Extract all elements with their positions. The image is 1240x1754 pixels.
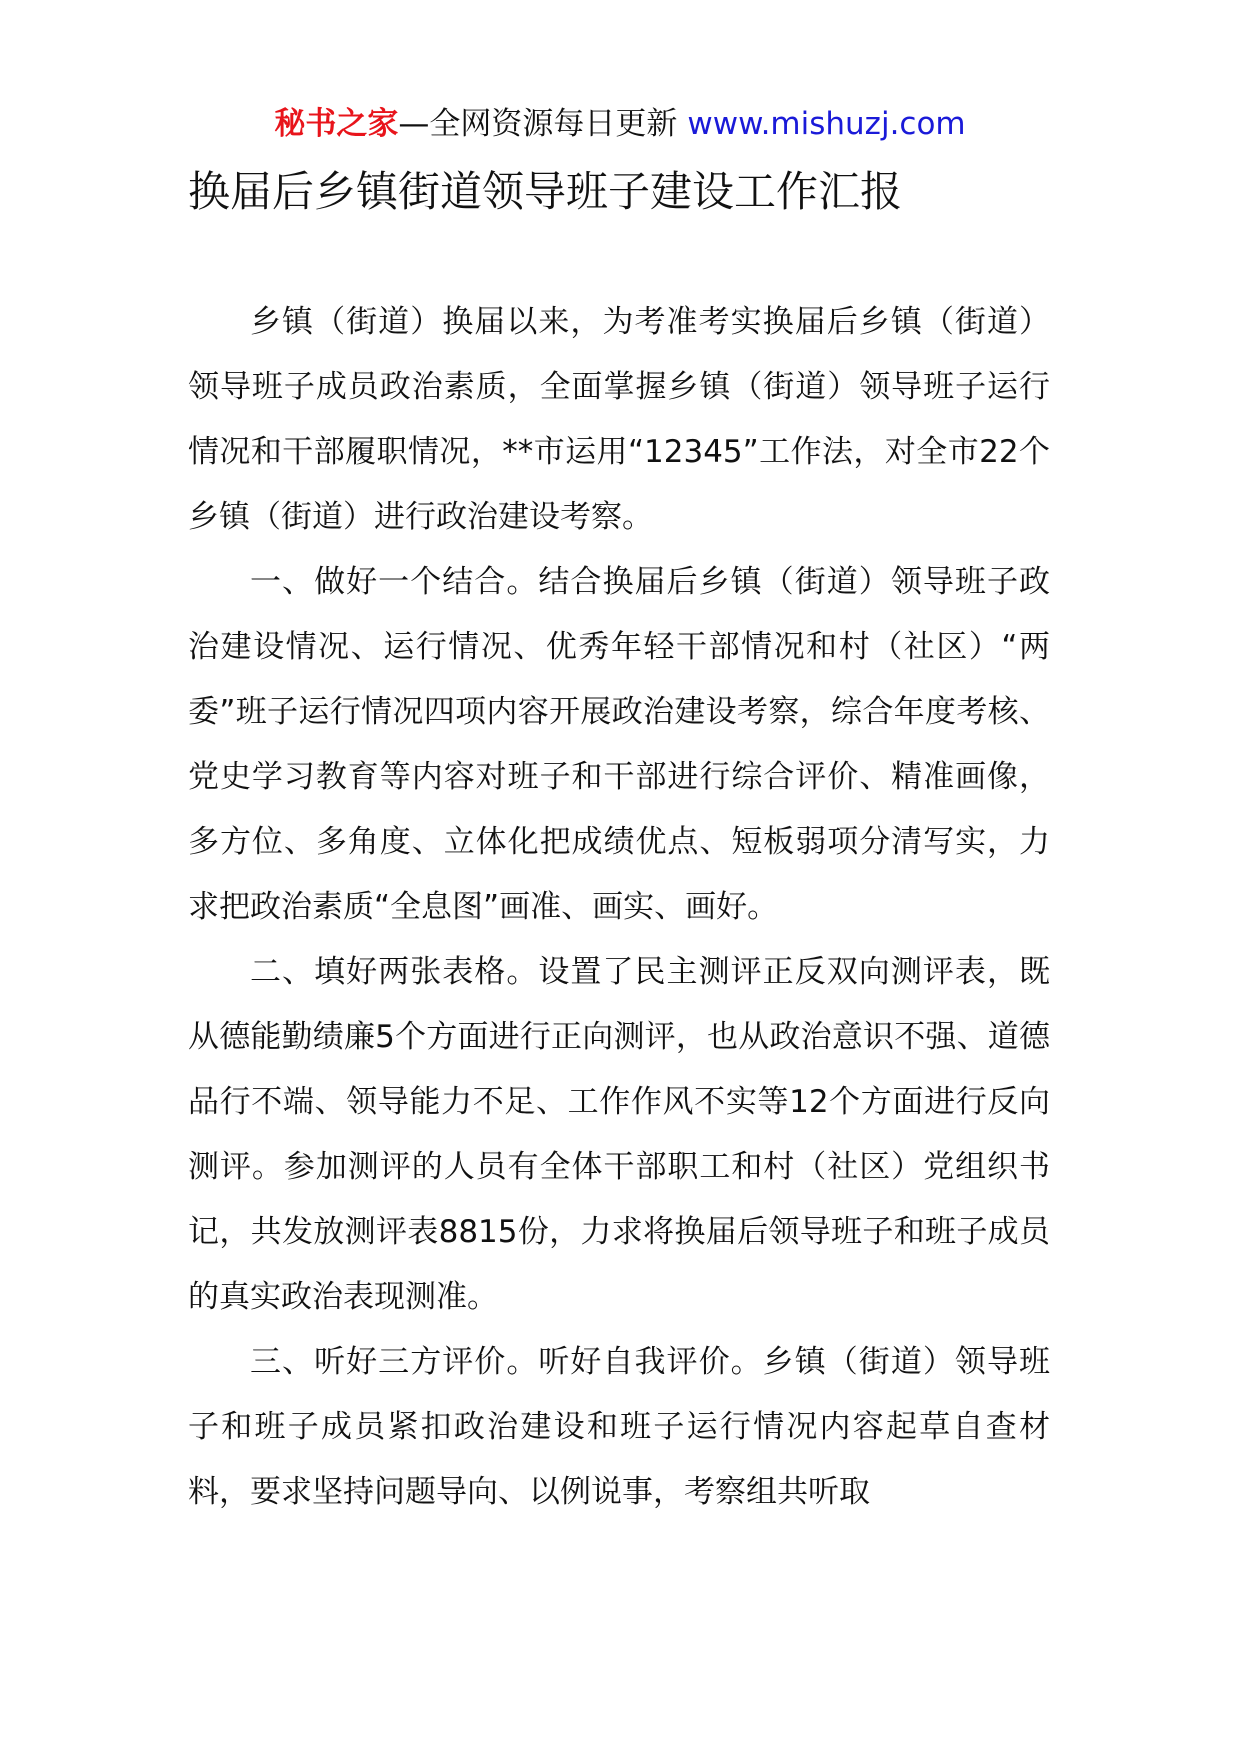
paragraph-section-two: 二、填好两张表格。设置了民主测评正反双向测评表，既从德能勤绩廉5个方面进行正向测评，也从政治意识不强、道德品行不端、领导能力不足、工作作风不实等12个方面进行反向测评。参加测评的人员有全体干部职工和村（社区）党组织书记，共发放测评表8815份，力求将换届后领导班子和班子成员的真实政治表现测准。 [188, 954, 1050, 1315]
document-body [188, 290, 1050, 1525]
brand-name: 秘书之家 [274, 106, 399, 142]
paragraph-section-three: 三、听好三方评价。听好自我评价。乡镇（街道）领导班子和班子成员紧扣政治建设和班子运行情况内容起草自查材料，要求坚持问题导向、以例说事，考察组共听取 [188, 1344, 1050, 1510]
paragraph-intro: 乡镇（街道）换届以来，为考准考实换届后乡镇（街道）领导班子成员政治素质，全面掌握乡镇（街道）领导班子运行情况和干部履职情况，**市运用“12345”工作法，对全市22个乡镇（街道）进行政治建设考察。 [188, 304, 1050, 535]
site-slogan: —全网资源每日更新 [398, 106, 678, 142]
document-title: 换届后乡镇街道领导班子建设工作汇报 [188, 167, 903, 216]
paragraph-section-one: 一、做好一个结合。结合换届后乡镇（街道）领导班子政治建设情况、运行情况、优秀年轻干部情况和村（社区）“两委”班子运行情况四项内容开展政治建设考察，综合年度考核、党史学习教育等内容对班子和干部进行综合评价、精准画像，多方位、多角度、立体化把成绩优点、短板弱项分清写实，力求把政治素质“全息图”画准、画实、画好。 [188, 564, 1050, 925]
site-header [0, 100, 1240, 148]
site-url-link[interactable]: www.mishuzj.com [687, 106, 966, 142]
